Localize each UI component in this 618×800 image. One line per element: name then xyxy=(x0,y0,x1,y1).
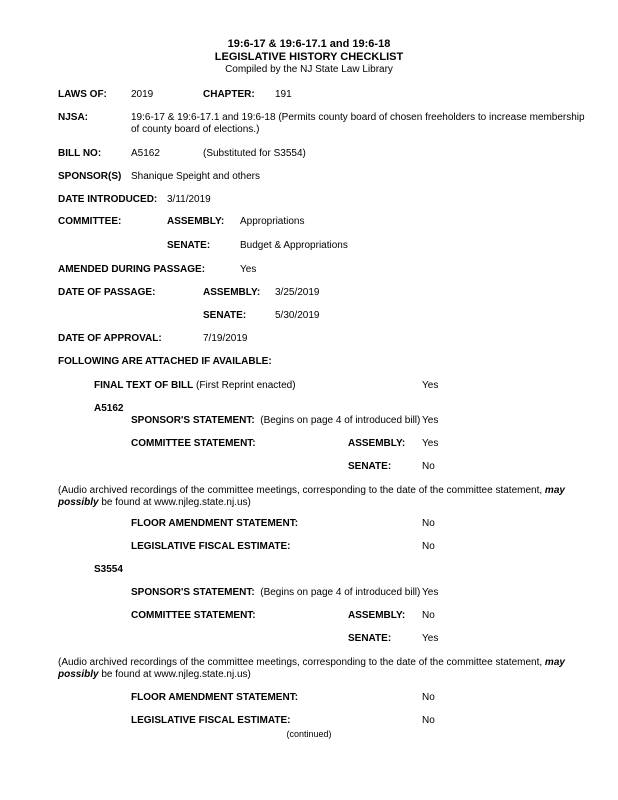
bill-no-note: (Substituted for S3554) xyxy=(203,148,306,159)
s3554-sponsor-statement-row xyxy=(131,587,420,599)
a5162-assembly-label: ASSEMBLY: xyxy=(348,438,406,449)
s3554-assembly-value: No xyxy=(422,610,435,621)
s3554-committee-statement-label: COMMITTEE STATEMENT: xyxy=(131,610,256,621)
attached-heading: FOLLOWING ARE ATTACHED IF AVAILABLE: xyxy=(58,356,272,367)
s3554-fiscal-estimate-label: LEGISLATIVE FISCAL ESTIMATE: xyxy=(131,715,291,726)
audio-note-emphasis: may possibly xyxy=(58,657,565,680)
s3554-senate-label: SENATE: xyxy=(348,633,392,644)
s3554-sponsor-statement-value: Yes xyxy=(422,587,439,598)
sponsor-label: SPONSOR(S) xyxy=(58,171,122,182)
final-text-note: (First Reprint enacted) xyxy=(196,380,296,391)
s3554-sponsor-statement-label: SPONSOR'S STATEMENT: xyxy=(131,587,255,598)
final-text-value: Yes xyxy=(422,380,439,391)
s3554-floor-amendment-value: No xyxy=(422,692,435,703)
a5162-floor-amendment-label: FLOOR AMENDMENT STATEMENT: xyxy=(131,518,299,529)
s3554-bill-heading: S3554 xyxy=(94,564,123,575)
committee-assembly-value: Appropriations xyxy=(240,216,305,227)
subtitle: Compiled by the NJ State Law Library xyxy=(225,64,393,75)
audio-note-emphasis: may possibly xyxy=(58,485,565,508)
date-introduced-label: DATE INTRODUCED: xyxy=(58,194,158,205)
date-introduced-value: 3/11/2019 xyxy=(167,194,211,205)
committee-label: COMMITTEE: xyxy=(58,216,122,227)
a5162-fiscal-estimate-label: LEGISLATIVE FISCAL ESTIMATE: xyxy=(131,541,291,552)
s3554-senate-value: Yes xyxy=(422,633,439,644)
a5162-assembly-value: Yes xyxy=(422,438,439,449)
date-of-passage-label: DATE OF PASSAGE: xyxy=(58,287,156,298)
committee-assembly-label: ASSEMBLY: xyxy=(167,216,225,227)
a5162-committee-statement-label: COMMITTEE STATEMENT: xyxy=(131,438,256,449)
audio-note-s3554 xyxy=(58,657,603,681)
final-text-label: FINAL TEXT OF BILL xyxy=(94,380,194,391)
amended-label: AMENDED DURING PASSAGE: xyxy=(58,264,206,275)
title-line-1: 19:6-17 & 19:6-17.1 and 19:6-18 xyxy=(227,38,391,50)
passage-assembly-value: 3/25/2019 xyxy=(275,287,320,298)
audio-note-text-2: be found at www.njleg.state.nj.us) xyxy=(98,497,251,508)
audio-note-text-2: be found at www.njleg.state.nj.us) xyxy=(98,669,251,680)
passage-senate-value: 5/30/2019 xyxy=(275,310,320,321)
a5162-fiscal-estimate-value: No xyxy=(422,541,435,552)
continued-note: (continued) xyxy=(286,729,332,739)
final-text-row xyxy=(94,380,296,392)
a5162-bill-heading: A5162 xyxy=(94,403,124,414)
s3554-sponsor-statement-note: (Begins on page 4 of introduced bill) xyxy=(260,587,421,598)
njsa-value: 19:6-17 & 19:6-17.1 and 19:6-18 (Permits county board of chosen freeholders to increase membership of county board of elections.) xyxy=(131,112,585,135)
chapter-label: CHAPTER: xyxy=(203,89,255,100)
laws-of-value: 2019 xyxy=(131,89,154,100)
passage-assembly-label: ASSEMBLY: xyxy=(203,287,261,298)
date-of-approval-label: DATE OF APPROVAL: xyxy=(58,333,162,344)
njsa-label: NJSA: xyxy=(58,112,89,123)
committee-senate-value: Budget & Appropriations xyxy=(240,240,348,251)
a5162-sponsor-statement-note: (Begins on page 4 of introduced bill) xyxy=(260,415,421,426)
audio-note-text-1: (Audio archived recordings of the committee meetings, corresponding to the date of the committee statement, xyxy=(58,485,545,496)
bill-no-value: A5162 xyxy=(131,148,160,159)
amended-value: Yes xyxy=(240,264,257,275)
s3554-floor-amendment-label: FLOOR AMENDMENT STATEMENT: xyxy=(131,692,299,703)
a5162-sponsor-statement-value: Yes xyxy=(422,415,439,426)
sponsor-value: Shanique Speight and others xyxy=(131,171,260,182)
chapter-value: 191 xyxy=(275,89,292,100)
audio-note-a5162 xyxy=(58,485,603,509)
passage-senate-label: SENATE: xyxy=(203,310,247,321)
title-line-2: LEGISLATIVE HISTORY CHECKLIST xyxy=(214,51,404,63)
a5162-sponsor-statement-row xyxy=(131,415,420,427)
laws-of-label: LAWS OF: xyxy=(58,89,107,100)
s3554-fiscal-estimate-value: No xyxy=(422,715,435,726)
a5162-senate-label: SENATE: xyxy=(348,461,392,472)
a5162-floor-amendment-value: No xyxy=(422,518,435,529)
a5162-senate-value: No xyxy=(422,461,435,472)
committee-senate-label: SENATE: xyxy=(167,240,211,251)
a5162-sponsor-statement-label: SPONSOR'S STATEMENT: xyxy=(131,415,255,426)
s3554-assembly-label: ASSEMBLY: xyxy=(348,610,406,621)
date-of-approval-value: 7/19/2019 xyxy=(203,333,248,344)
audio-note-text-1: (Audio archived recordings of the committee meetings, corresponding to the date of the committee statement, xyxy=(58,657,545,668)
bill-no-label: BILL NO: xyxy=(58,148,102,159)
